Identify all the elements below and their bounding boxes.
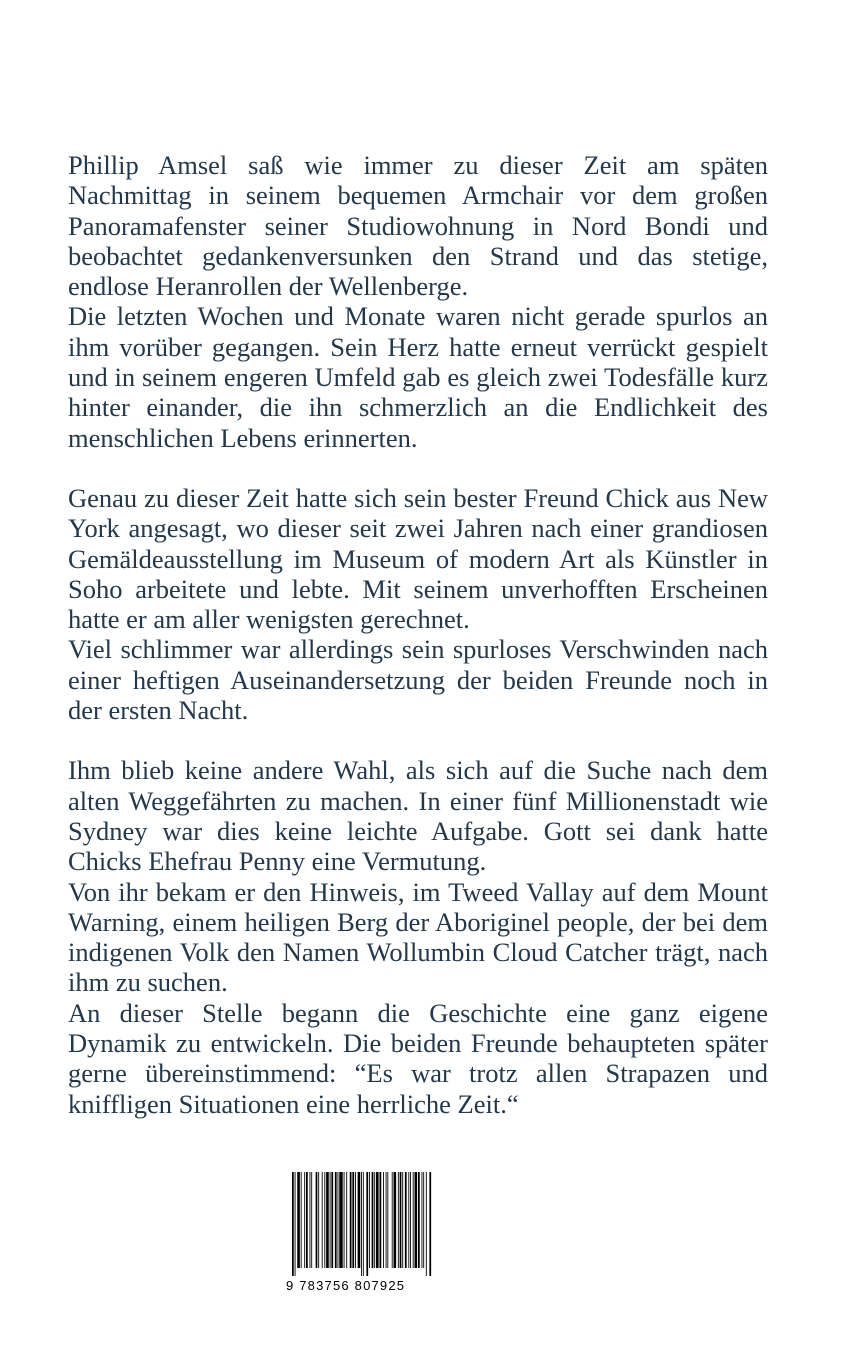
barcode-bar: [426, 1172, 427, 1276]
barcode-bar: [358, 1172, 361, 1268]
barcode-bar: [402, 1172, 403, 1268]
paragraph: Viel schlimmer war allerdings sein spurloses Verschwinden nach einer heftigen Auseinandersetzung der beiden Freunde noch in der ersten Nacht.: [68, 634, 768, 726]
barcode-bar: [415, 1172, 418, 1268]
barcode-bar: [398, 1172, 399, 1268]
barcode-bar: [361, 1172, 362, 1276]
barcode-bar: [422, 1172, 423, 1268]
barcode-bar: [387, 1172, 388, 1268]
barcode-bar: [400, 1172, 402, 1268]
barcode-bar: [429, 1172, 431, 1276]
isbn-digits: 9 783756 807925: [286, 1278, 406, 1293]
barcode-bar: [310, 1172, 311, 1268]
barcode-bar: [376, 1172, 379, 1268]
barcode-bar: [292, 1172, 294, 1276]
barcode-bar: [380, 1172, 382, 1268]
barcode-bar: [405, 1172, 407, 1268]
barcode-bar: [346, 1172, 347, 1268]
barcode-bars: [282, 1170, 442, 1276]
barcode-bar: [408, 1172, 409, 1268]
back-cover-text: [68, 150, 768, 1119]
barcode-bar: [366, 1172, 368, 1276]
barcode-bar: [413, 1172, 414, 1268]
barcode-bar: [418, 1172, 420, 1268]
barcode-bar: [352, 1172, 354, 1268]
barcode-bar: [394, 1172, 397, 1268]
paragraph: Phillip Amsel saß wie immer zu dieser Zeit am späten Nachmittag in seinem bequemen Armchair vor dem großen Panoramafenster seiner Studiowohnung in Nord Bondi und beobachtet gedankenversunken den Strand und das stetige, endlose Heranrollen der Wellenberge.: [68, 150, 768, 302]
barcode-bar: [306, 1172, 308, 1268]
paragraph: Ihm blieb keine andere Wahl, als sich auf die Suche nach dem alten Weggefährten zu machen. In einer fünf Millionenstadt wie Sydney war dies keine leichte Aufgabe. Gott sei dank hatte Chicks Ehefrau Penny eine Vermutung.: [68, 755, 768, 877]
barcode-bar: [301, 1172, 302, 1268]
barcode-bar: [350, 1172, 352, 1268]
barcode-bar: [410, 1172, 411, 1268]
barcode-bar: [392, 1172, 393, 1268]
barcode-bar: [297, 1172, 300, 1268]
paragraph: Von ihr bekam er den Hinweis, im Tweed Vallay auf dem Mount Warning, einem heiligen Berg der Aboriginel people, der bei dem indigenen Volk den Namen Wollumbin Cloud Catcher trägt, nach ihm zu suchen.: [68, 876, 768, 998]
barcode-bar: [423, 1172, 424, 1268]
barcode-bar: [369, 1172, 370, 1268]
barcode-bar: [355, 1172, 356, 1268]
barcode-bar: [318, 1172, 319, 1268]
barcode-bar: [295, 1172, 296, 1276]
paragraph: An dieser Stelle begann die Geschichte eine ganz eigene Dynamik zu entwickeln. Die beiden Freunde behaupteten später gerne übereinstimmend: “Es war trotz allen Strapazen und kniffligen Situationen eine herrliche Zeit.“: [68, 997, 768, 1119]
paragraph: Genau zu dieser Zeit hatte sich sein bester Freund Chick aus New York angesagt, wo dieser seit zwei Jahren nach einer grandiosen Gemäldeausstellung im Museum of modern Art als Künstler in Soho arbeitete und lebte. Mit seinem unverhofften Erscheinen hatte er am aller wenigsten gerechnet.: [68, 482, 768, 635]
barcode-bar: [316, 1172, 318, 1268]
barcode-bar: [372, 1172, 374, 1268]
barcode-bar: [335, 1172, 337, 1268]
barcode-bar: [344, 1172, 345, 1268]
barcode-bar: [363, 1172, 364, 1276]
barcode-bar: [374, 1172, 375, 1268]
barcode-bar: [304, 1172, 305, 1268]
barcode-bar: [383, 1172, 384, 1268]
barcode-bar: [326, 1172, 329, 1268]
barcode-bar: [324, 1172, 325, 1268]
barcode-bar: [311, 1172, 312, 1268]
barcode-bar: [330, 1172, 331, 1268]
barcode-bar: [339, 1172, 343, 1268]
paragraph: Die letzten Wochen und Monate waren nicht gerade spurlos an ihm vorüber gegangen. Sein Herz hatte erneut verrückt gespielt und in seinem engeren Umfeld gab es gleich zwei Todesfälle kurz hinter einander, die ihn schmerzlich an die Endlichkeit des menschlichen Lebens erinnerten.: [68, 301, 768, 453]
barcode-bar: [386, 1172, 387, 1268]
barcode-bar: [331, 1172, 333, 1268]
barcode-bar: [338, 1172, 339, 1268]
barcode-bar: [322, 1172, 323, 1268]
